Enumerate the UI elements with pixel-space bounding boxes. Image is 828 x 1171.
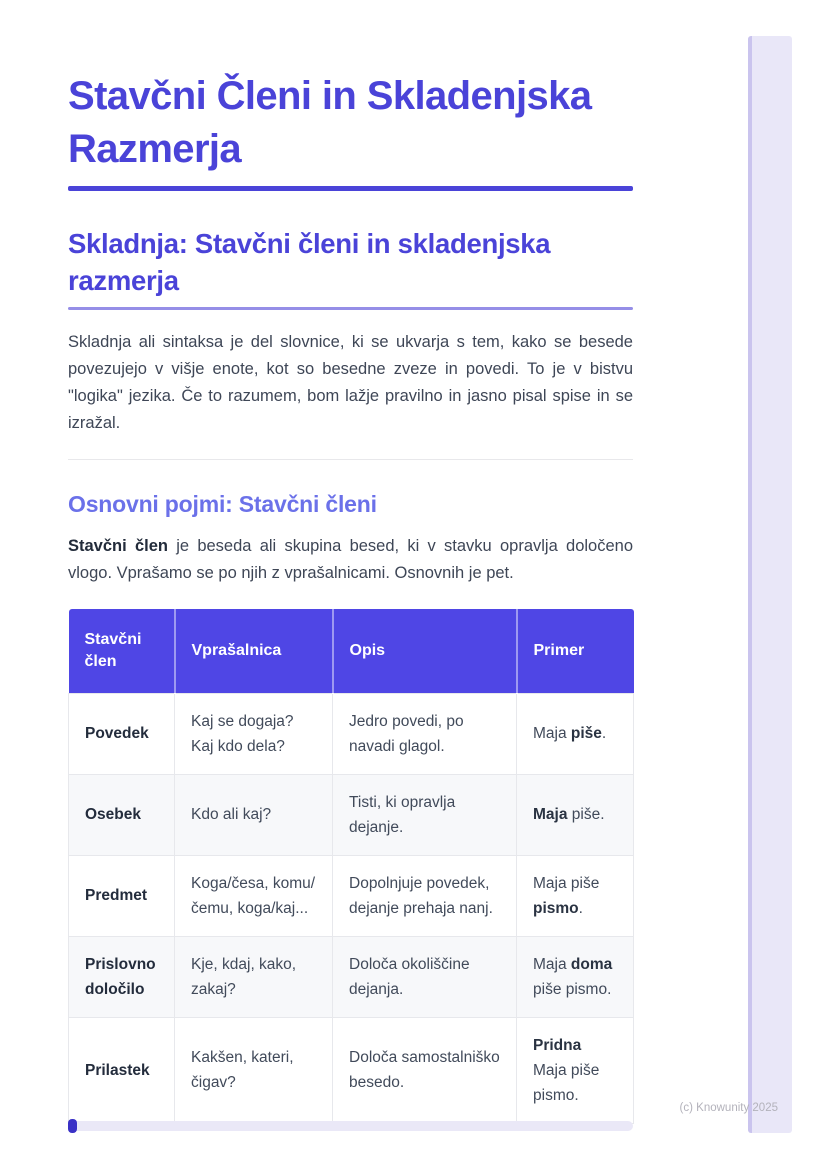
cell-stavcni-clen: Prislovno določilo (69, 936, 175, 1017)
cell-primer: Maja piše. (517, 774, 634, 855)
cell-primer: Maja doma piše pismo. (517, 936, 634, 1017)
cell-vprasalnica: Koga/česa, komu/čemu, koga/kaj... (175, 855, 333, 936)
cell-opis: Tisti, ki opravlja dejanje. (333, 774, 517, 855)
table-row (69, 1017, 634, 1123)
section-heading: Skladnja: Stavčni členi in skladenjska razmerja (68, 228, 551, 296)
cell-stavcni-clen: Prilastek (69, 1017, 175, 1123)
cell-vprasalnica: Kakšen, kateri, čigav? (175, 1017, 333, 1123)
page-scrollbar[interactable] (748, 36, 792, 1133)
section-rule (68, 307, 633, 310)
cell-stavcni-clen: Predmet (69, 855, 175, 936)
document-content (68, 0, 633, 1124)
footer-credit: (c) Knowunity 2025 (679, 1102, 778, 1114)
cell-primer: Pridna Maja piše pismo. (517, 1017, 634, 1123)
table-row (69, 774, 634, 855)
table-row (69, 855, 634, 936)
cell-primer: Maja piše pismo. (517, 855, 634, 936)
subsection-heading: Osnovni pojmi: Stavčni členi (68, 490, 377, 517)
header-opis: Opis (333, 609, 517, 694)
title-rule (68, 186, 633, 191)
horizontal-scrollbar-track[interactable] (68, 1121, 633, 1131)
cell-stavcni-clen: Povedek (69, 693, 175, 774)
horizontal-scrollbar-thumb[interactable] (68, 1119, 77, 1133)
header-vprasalnica: Vprašalnica (175, 609, 333, 694)
cell-vprasalnica: Kje, kdaj, kako, zakaj? (175, 936, 333, 1017)
table-row (69, 693, 634, 774)
header-primer: Primer (517, 609, 634, 694)
cell-primer: Maja piše. (517, 693, 634, 774)
definition-paragraph (68, 533, 633, 587)
cell-stavcni-clen: Osebek (69, 774, 175, 855)
section-divider (68, 459, 633, 460)
cell-opis: Jedro povedi, po navadi glagol. (333, 693, 517, 774)
definition-text: je beseda ali skupina besed, ki v stavku opravlja določeno vlogo. Vprašamo se po njih z vprašalnicami. Osnovnih je pet. (68, 536, 633, 582)
header-stavcni-clen: Stavčni člen (69, 609, 175, 694)
intro-paragraph: Skladnja ali sintaksa je del slovnice, ki se ukvarja s tem, kako se besede povezujejo v višje enote, kot so besedne zveze in povedi. To je v bistvu "logika" jezika. Če to razumem, bom lažje pravilno in jasno pisal spise in se izražal. (68, 332, 633, 432)
cell-vprasalnica: Kdo ali kaj? (175, 774, 333, 855)
stavcni-cleni-table (68, 609, 634, 1124)
cell-vprasalnica: Kaj se dogaja? Kaj kdo dela? (175, 693, 333, 774)
page-title: Stavčni Členi in Skladenjska Razmerja (68, 74, 592, 171)
table-header (69, 609, 634, 694)
cell-opis: Dopolnjuje povedek, dejanje prehaja nanj. (333, 855, 517, 936)
table-header-row (69, 609, 634, 694)
cell-opis: Določa okoliščine dejanja. (333, 936, 517, 1017)
table-row (69, 936, 634, 1017)
definition-term: Stavčni člen (68, 536, 168, 555)
table-body (69, 693, 634, 1123)
cell-opis: Določa samostalniško besedo. (333, 1017, 517, 1123)
